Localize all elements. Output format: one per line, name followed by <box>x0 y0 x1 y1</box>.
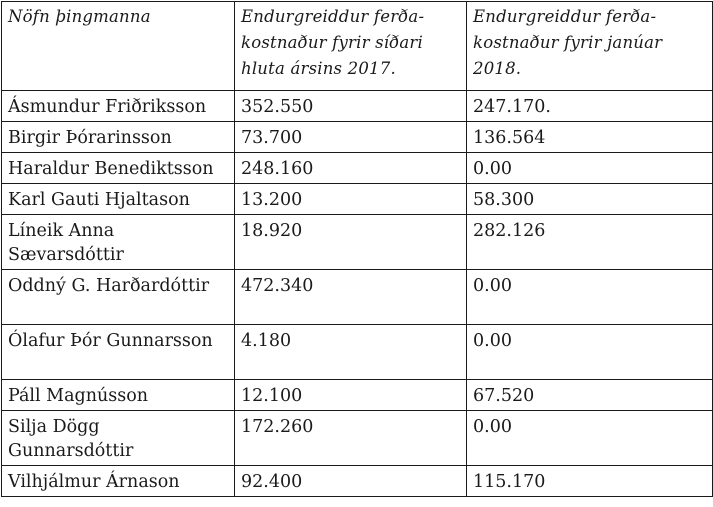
mp-name: Oddný G. Harðardóttir <box>2 270 235 325</box>
table-row <box>2 411 713 466</box>
table-row <box>2 325 713 380</box>
mp-name: Ólafur Þór Gunnarsson <box>2 325 235 380</box>
table-row <box>2 270 713 325</box>
mp-name: Karl Gauti Hjaltason <box>2 184 235 215</box>
amount-2017: 18.920 <box>235 215 467 270</box>
mp-name: Silja Dögg Gunnarsdóttir <box>2 411 235 466</box>
amount-2017: 4.180 <box>235 325 467 380</box>
amount-jan-2018: 67.520 <box>467 380 713 411</box>
amount-jan-2018: 0.00 <box>467 270 713 325</box>
amount-2017: 248.160 <box>235 153 467 184</box>
amount-jan-2018: 0.00 <box>467 411 713 466</box>
header-row <box>2 2 713 91</box>
table-row <box>2 153 713 184</box>
amount-jan-2018: 58.300 <box>467 184 713 215</box>
table-row <box>2 184 713 215</box>
header-names: Nöfn þingmanna <box>2 2 235 91</box>
amount-2017: 172.260 <box>235 411 467 466</box>
amount-2017: 73.700 <box>235 122 467 153</box>
mp-name: Páll Magnússon <box>2 380 235 411</box>
mp-name: Líneik Anna Sævarsdóttir <box>2 215 235 270</box>
amount-jan-2018: 247.170. <box>467 91 713 122</box>
table-row <box>2 466 713 497</box>
table-row <box>2 215 713 270</box>
mp-name: Vilhjálmur Árnason <box>2 466 235 497</box>
amount-jan-2018: 282.126 <box>467 215 713 270</box>
mp-name: Birgir Þórarinsson <box>2 122 235 153</box>
amount-jan-2018: 0.00 <box>467 153 713 184</box>
mp-name: Haraldur Benediktsson <box>2 153 235 184</box>
amount-jan-2018: 115.170 <box>467 466 713 497</box>
amount-2017: 472.340 <box>235 270 467 325</box>
table-row <box>2 380 713 411</box>
amount-2017: 92.400 <box>235 466 467 497</box>
amount-2017: 12.100 <box>235 380 467 411</box>
header-january-2018: Endurgreiddur ferða-kostnaður fyrir janúar 2018. <box>467 2 713 91</box>
mp-name: Ásmundur Friðriksson <box>2 91 235 122</box>
amount-2017: 13.200 <box>235 184 467 215</box>
header-second-half-2017: Endurgreiddur ferða-kostnaður fyrir síðari hluta ársins 2017. <box>235 2 467 91</box>
reimbursement-table <box>1 1 713 497</box>
amount-jan-2018: 136.564 <box>467 122 713 153</box>
table-row <box>2 122 713 153</box>
amount-2017: 352.550 <box>235 91 467 122</box>
table-row <box>2 91 713 122</box>
amount-jan-2018: 0.00 <box>467 325 713 380</box>
